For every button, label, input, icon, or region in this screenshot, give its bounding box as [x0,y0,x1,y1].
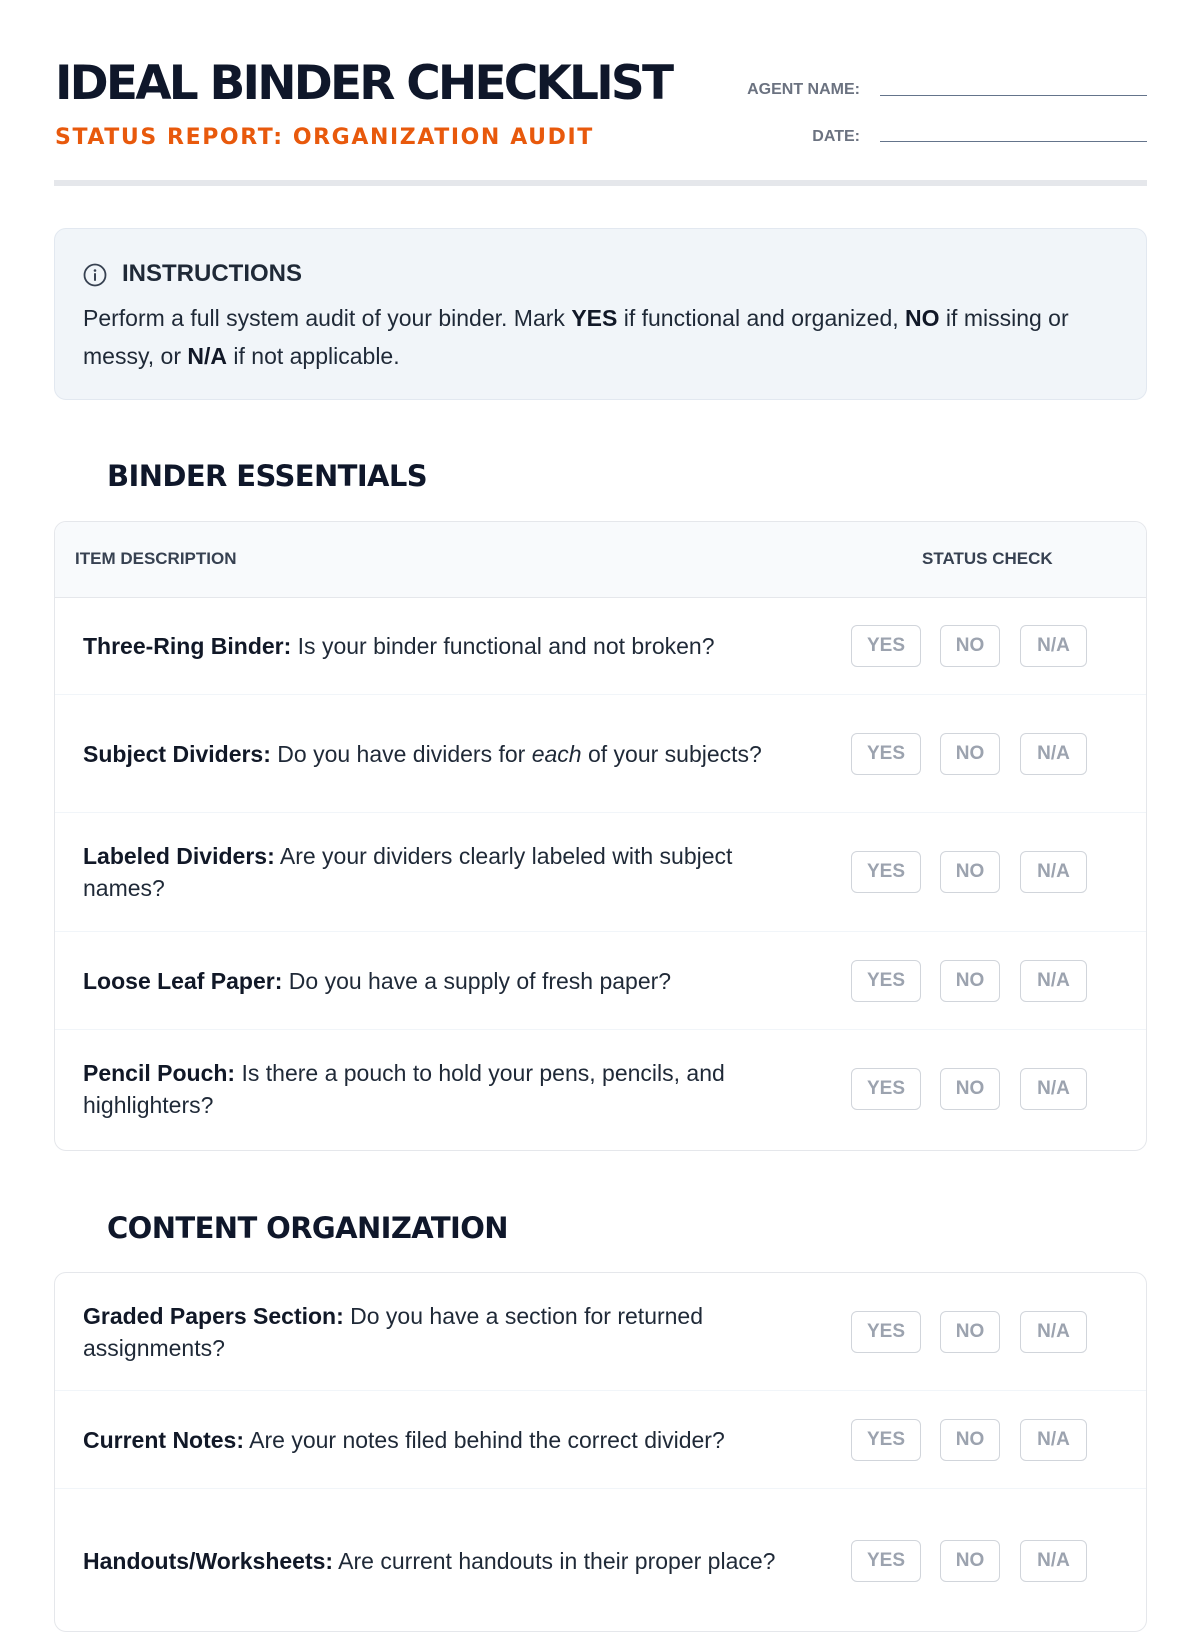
status-yes-button[interactable]: YES [851,1068,921,1110]
content-organization-table [54,1272,1147,1632]
section-title-binder-essentials: BINDER ESSENTIALS [107,459,428,493]
item-question: Is your binder functional and not broken? [291,632,715,659]
instructions-fragment: if not applicable. [227,343,400,369]
item-description [83,1300,793,1364]
status-no-button[interactable]: NO [940,1419,1000,1461]
status-na-button[interactable]: N/A [1020,960,1087,1002]
item-label: Current Notes: [83,1426,245,1453]
status-no-button[interactable]: NO [940,1068,1000,1110]
item-description [83,1424,793,1456]
status-na-button[interactable]: N/A [1020,733,1087,775]
item-question: Is there a pouch to hold your pens, pencils, and highlighters? [83,1059,725,1118]
status-no-button[interactable]: NO [940,733,1000,775]
status-yes-button[interactable]: YES [851,625,921,667]
item-label: Graded Papers Section: [83,1302,344,1329]
status-na-button[interactable]: N/A [1020,1311,1087,1353]
item-question: Are your notes filed behind the correct divider? [244,1426,725,1453]
agent-name-label: AGENT NAME: [747,81,860,98]
table-row [55,932,1146,1030]
table-row [55,1030,1146,1147]
item-description [83,840,793,904]
date-field[interactable] [880,141,1147,142]
column-header-item: ITEM DESCRIPTION [75,549,237,568]
status-yes-button[interactable]: YES [851,1540,921,1582]
table-row [55,1391,1146,1489]
info-icon [83,263,107,287]
status-na-button[interactable]: N/A [1020,625,1087,667]
item-label: Handouts/Worksheets: [83,1548,334,1574]
instructions-heading: INSTRUCTIONS [122,260,302,287]
status-na-button[interactable]: N/A [1020,1419,1087,1461]
status-yes-button[interactable]: YES [851,960,921,1002]
item-label: Pencil Pouch: [83,1059,236,1086]
status-yes-button[interactable]: YES [851,733,921,775]
section-title-content-organization: CONTENT ORGANIZATION [107,1211,508,1245]
status-no-button[interactable]: NO [940,1311,1000,1353]
item-description [83,1545,793,1577]
instructions-box [54,228,1147,400]
table-row [55,1273,1146,1391]
item-description [83,738,793,770]
status-check-group [851,1540,1087,1582]
status-check-group [851,1419,1087,1461]
table-row [55,813,1146,932]
status-check-group [851,960,1087,1002]
instructions-emphasis: N/A [187,343,227,369]
status-yes-button[interactable]: YES [851,1311,921,1353]
table-row [55,1489,1146,1632]
instructions-fragment: if missing or messy, or [83,305,1069,369]
status-na-button[interactable]: N/A [1020,1540,1087,1582]
status-check-group [851,733,1087,775]
table-row [55,695,1146,813]
status-check-group [851,1068,1087,1110]
status-yes-button[interactable]: YES [851,851,921,893]
item-emphasis: each [531,740,582,767]
page-title: IDEAL BINDER CHECKLIST [55,56,672,111]
item-question: Do you have dividers for [270,740,532,767]
status-na-button[interactable]: N/A [1020,851,1087,893]
binder-essentials-table [54,521,1147,1151]
item-label: Loose Leaf Paper: [83,967,283,994]
item-label: Subject Dividers: [83,740,271,767]
header-divider [54,180,1147,186]
status-no-button[interactable]: NO [940,625,1000,667]
column-header-status: STATUS CHECK [922,549,1053,568]
agent-name-field[interactable] [880,95,1147,96]
status-check-group [851,625,1087,667]
instructions-fragment: Perform a full system audit of your binder. Mark [83,305,572,331]
item-label: Three-Ring Binder: [83,632,292,659]
date-label: DATE: [812,128,860,145]
item-description [83,630,793,662]
item-description [83,1057,793,1121]
instructions-emphasis: YES [571,305,618,331]
table-header [55,522,1146,598]
item-question: Do you have a supply of fresh paper? [282,967,672,994]
item-question: Are your dividers clearly labeled with subject names? [83,843,733,901]
status-no-button[interactable]: NO [940,851,1000,893]
status-no-button[interactable]: NO [940,960,1000,1002]
item-question: of your subjects? [581,740,762,767]
status-check-group [851,851,1087,893]
instructions-emphasis: NO [905,305,940,331]
status-yes-button[interactable]: YES [851,1419,921,1461]
table-row [55,597,1146,695]
item-label: Labeled Dividers: [83,843,275,869]
instructions-text [83,299,1123,375]
status-na-button[interactable]: N/A [1020,1068,1087,1110]
status-check-group [851,1311,1087,1353]
item-question: Are current handouts in their proper place? [333,1548,776,1574]
status-no-button[interactable]: NO [940,1540,1000,1582]
item-question: Do you have a section for returned assignments? [83,1302,704,1361]
page-subtitle: STATUS REPORT: ORGANIZATION AUDIT [55,125,594,150]
instructions-fragment: if functional and organized, [617,305,906,331]
item-description [83,965,793,997]
